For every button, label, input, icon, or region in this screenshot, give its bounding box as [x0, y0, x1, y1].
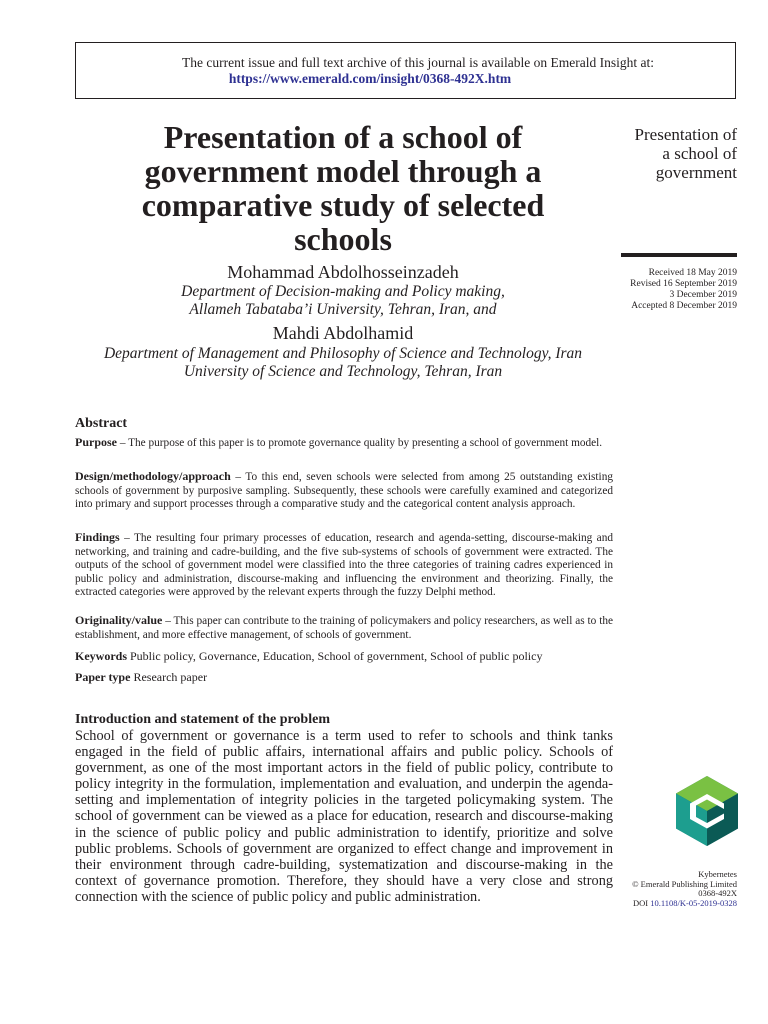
paper-type-label: Paper type	[75, 670, 131, 684]
originality-label: Originality/value	[75, 613, 163, 627]
date-revised: Revised 16 September 2019	[630, 279, 737, 289]
submission-dates	[560, 268, 737, 312]
paper-type-text: Research paper	[133, 670, 208, 684]
running-title-line-1: Presentation of	[634, 125, 737, 144]
running-title-line-3: government	[655, 163, 737, 182]
author-affiliation-2-line-2: University of Science and Technology, Tehran, Iran	[183, 363, 503, 380]
journal-name: Kybernetes	[698, 869, 737, 879]
journal-copyright: © Emerald Publishing Limited	[632, 878, 737, 889]
paper-type	[75, 671, 613, 685]
abstract-design	[75, 470, 613, 512]
emerald-logo	[676, 776, 738, 846]
author-affiliation-2-line-1: Department of Management and Philosophy of Science and Technology, Iran	[103, 345, 583, 362]
keywords-text: Public policy, Governance, Education, School of government, School of public policy	[130, 649, 543, 663]
date-revised-2: 3 December 2019	[669, 290, 737, 300]
intro-body: School of government or governance is a term used to refer to schools and think tanks engaged in the field of public affairs, international affairs and public policy. Schools of government, as one of the most important actors in the field of public policy, contribute to policy integrity in the formulation, implementation and evaluation, and underpin the agenda-setting and implementation of integrity policies in the targeted policymaking system. The school of government can be viewed as a place for education, research and discourse-making in the science of public policy and public administration to identify, prioritize and solve public problems. Schools of government are organized to effect change and improvement in their environment through cadre-building, systematization and discourse-making in the context of governance promotion. Therefore, they should have a very close and strong connection with the science of public policy and public administration.	[75, 728, 613, 905]
journal-info	[600, 870, 737, 908]
author-affiliation-1-line-2: Allameh Tabataba’i University, Tehran, Iran, and	[189, 301, 497, 318]
margin-rule	[621, 253, 737, 257]
date-accepted: Accepted 8 December 2019	[631, 301, 737, 311]
author-affiliation-1-line-1: Department of Decision-making and Policy making,	[181, 283, 505, 300]
doi-link[interactable]: 10.1108/K-05-2019-0328	[650, 897, 737, 908]
paper-title: Presentation of a school of government model through a comparative study of selected schools	[141, 119, 545, 257]
keywords-label: Keywords	[75, 649, 127, 663]
abstract-heading: Abstract	[75, 416, 128, 431]
access-notice-text: The current issue and full text archive of this journal is available on Emerald Insight at:	[182, 55, 654, 70]
doi-label: DOI	[632, 897, 649, 908]
running-title-line-2: a school of	[662, 144, 737, 163]
keywords	[75, 650, 613, 664]
abstract-originality	[75, 614, 613, 642]
findings-label: Findings	[75, 530, 120, 544]
abstract-purpose	[75, 436, 613, 451]
journal-archive-link[interactable]: https://www.emerald.com/insight/0368-492X.htm	[228, 71, 512, 86]
design-text: – To this end, seven schools were selected from among 25 outstanding existing schools of government by purposive sampling. Subsequently, these schools were carefully examined and categorized into primary and support processes through a comparative study and the categorical content analysis approach.	[75, 471, 613, 510]
abstract-findings	[75, 531, 613, 600]
originality-text: – This paper can contribute to the training of policymakers and policy researchers, as well as to the establishment, and more effective management, of schools of government.	[75, 615, 613, 641]
author-name-2: Mahdi Abdolhamid	[272, 323, 414, 343]
author-name-1: Mohammad Abdolhosseinzadeh	[227, 262, 459, 282]
date-received: Received 18 May 2019	[648, 268, 737, 278]
running-title	[600, 125, 737, 182]
purpose-text: – The purpose of this paper is to promote governance quality by presenting a school of government model.	[119, 437, 603, 449]
doi-line	[600, 899, 737, 909]
intro-heading: Introduction and statement of the problem	[75, 712, 330, 727]
purpose-label: Purpose	[75, 435, 117, 449]
design-label: Design/methodology/approach	[75, 469, 231, 483]
findings-text: – The resulting four primary processes of education, research and agenda-setting, discourse-making and networking, and training and cadre-building, and the five sub-systems of schools of government were extracted. The outputs of the school of government model were classified into the three categories of training cadres experienced in public policy and administration, discourse-making and influencing the environment and theorizing. Finally, the extracted categories were approved by the relevant experts through the fuzzy Delphi method.	[75, 532, 613, 598]
journal-issn: 0368-492X	[698, 888, 737, 898]
